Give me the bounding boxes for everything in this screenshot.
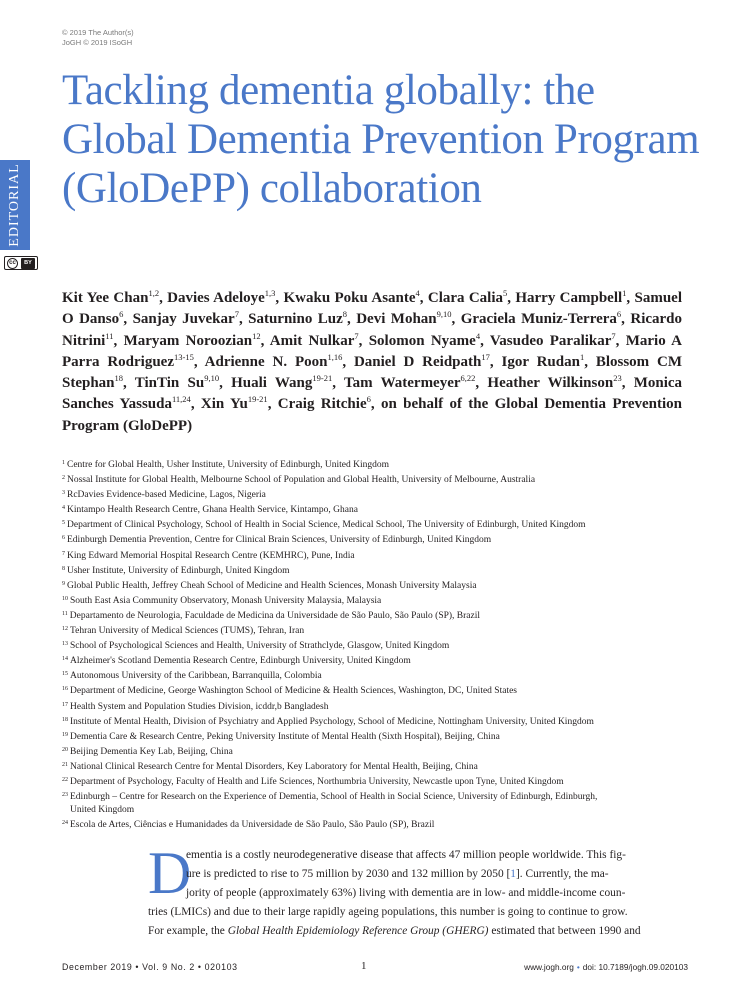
body-paragraph — [148, 840, 683, 941]
affiliation-item — [62, 563, 692, 578]
affiliation-text: Departamento de Neurologia, Faculdade de Medicina da Universidade de São Paulo, São Paulo (SP), Brazil — [69, 610, 481, 621]
copyright-line-journal: JoGH © 2019 ISoGH — [62, 37, 133, 47]
affiliation-item — [62, 638, 692, 653]
affiliation-number: 1 — [62, 460, 65, 466]
author — [269, 330, 359, 349]
affiliation-text: Dementia Care & Research Centre, Peking University Institute of Mental Health (Sixth Hospital), Beijing, China — [70, 731, 500, 742]
affiliation-number: 3 — [62, 490, 65, 497]
affiliation-item — [62, 623, 692, 638]
footer-links — [524, 962, 688, 972]
drop-cap: D — [148, 840, 192, 906]
affiliation-text: South East Asia Community Observatory, Monash University Malaysia, Malaysia — [70, 595, 382, 606]
affiliation-item — [62, 608, 692, 623]
creative-commons-icon: cc — [7, 258, 18, 269]
body-text-run: ure is predicted to rise to 75 million by 2030 and 132 million by 2050 [ — [186, 868, 511, 881]
author — [487, 375, 621, 391]
author-name: Devi Mohan — [356, 311, 437, 328]
affiliation-number: 13 — [62, 641, 68, 648]
body-text-run: Global Health Epidemiology Reference Group (GHERG) — [227, 925, 489, 938]
affiliation-number: 11 — [62, 610, 68, 617]
author-name: Clara Calia — [427, 290, 504, 306]
author-affiliation-ref: 9,10 — [436, 309, 452, 320]
affiliation-item — [62, 472, 692, 487]
affiliation-number: 16 — [62, 686, 68, 693]
author-name: Tam Watermeyer — [343, 375, 461, 392]
reference-link[interactable]: 1 — [510, 868, 516, 881]
author — [135, 375, 219, 391]
copyright-notice — [62, 28, 134, 47]
affiliation-item — [62, 502, 692, 517]
affiliation-text: Beijing Dementia Key Lab, Beijing, China — [70, 746, 233, 757]
author-name: Kit Yee Chan — [62, 290, 149, 306]
author-name: Monica Sanches Yassuda — [62, 375, 683, 413]
author-affiliation-ref: 6 — [119, 309, 124, 320]
section-tab-label: EDITORIAL — [7, 163, 22, 247]
affiliation-text: Edinburgh – Centre for Research on the Experience of Dementia, School of Health in Social Science, University of Edinburgh, Edinburgh, — [70, 792, 598, 803]
author-affiliation-ref: 4 — [475, 330, 481, 341]
affiliation-text: RcDavies Evidence-based Medicine, Lagos, Nigeria — [67, 490, 266, 501]
author-affiliation-ref: 7 — [234, 309, 239, 320]
author-name: Adrienne N. Poon — [204, 353, 328, 370]
affiliation-number: 22 — [62, 776, 68, 783]
author-affiliation-ref: 5 — [503, 288, 508, 298]
author — [231, 375, 332, 391]
affiliation-item — [62, 668, 692, 683]
author-name: Craig Ritchie — [277, 396, 367, 413]
author — [133, 311, 239, 327]
author — [489, 330, 616, 349]
body-line — [148, 846, 683, 865]
affiliation-item — [62, 817, 692, 832]
affiliation-text: Centre for Global Health, Usher Institute, University of Edinburgh, United Kingdom — [67, 460, 389, 470]
affiliation-number: 4 — [62, 505, 65, 512]
affiliation-number: 8 — [62, 565, 65, 572]
affiliation-continuation: United Kingdom — [70, 805, 135, 816]
author — [368, 330, 481, 349]
body-line — [148, 922, 683, 941]
body-line — [148, 903, 683, 922]
author-name: Amit Nulkar — [269, 332, 355, 349]
author-name: Xin Yu — [200, 396, 248, 413]
author — [62, 290, 159, 306]
affiliation-text: Escola de Artes, Ciências e Humanidades da Universidade de São Paulo, São Paulo (SP), Brazil — [70, 820, 435, 831]
affiliation-text: Edinburgh Dementia Prevention, Centre for Clinical Brain Sciences, University of Edinburgh, United Kingdom — [67, 535, 492, 546]
affiliation-item — [62, 759, 692, 774]
author-name: Saturnino Luz — [248, 311, 343, 328]
affiliation-text: Department of Medicine, George Washington School of Medicine & Health Sciences, Washington, DC, United States — [70, 686, 517, 697]
attribution-icon: BY — [21, 258, 35, 269]
author-affiliation-ref: 1,16 — [327, 351, 343, 362]
affiliation-number: 5 — [62, 520, 65, 527]
affiliation-text: Tehran University of Medical Sciences (TUMS), Tehran, Iran — [70, 626, 305, 637]
section-tab — [0, 160, 30, 250]
article-title: Tackling dementia globally: the Global Dementia Prevention Program (GloDePP) collaboration — [62, 67, 700, 212]
author-affiliation-ref: 8 — [342, 309, 348, 320]
author — [344, 375, 475, 391]
affiliation-text: Kintampo Health Research Centre, Ghana Health Service, Kintampo, Ghana — [67, 505, 358, 516]
author-affiliation-ref: 6 — [616, 309, 622, 320]
affiliation-number: 18 — [62, 716, 68, 723]
author-affiliation-ref: 6 — [366, 394, 371, 405]
affiliation-number: 10 — [62, 595, 68, 602]
cc-license-badge[interactable] — [4, 256, 38, 270]
affiliation-item — [62, 774, 692, 789]
affiliation-text: Nossal Institute for Global Health, Melbourne School of Population and Global Health, University of Melbourne, Australia — [67, 475, 536, 486]
affiliation-number: 23 — [62, 792, 68, 799]
affiliation-number: 24 — [62, 820, 68, 827]
affiliation-number: 20 — [62, 746, 68, 753]
author-list: Kit Yee Chan$^{1,2}$, Davies Adeloye$^{1,3}$, Kwaku Poku Asante$^4$, Clara Calia$^5$, Harry Campbell$^1$, Samuel O Danso$^6$, Sanjay Juvekar$^7$, Saturnino Luz$^8$, Devi Mohan$^{9,10}$, Graciela Muniz-Terrera$^6$, Ricardo Nitrini$^{11}$, Maryam Noroozian$^{12}$, Amit Nulkar$^7$, Solomon Nyame$^4$, Vasudeo Paralikar$^7$, Mario A Parra Rodriguez$^{13-15}$, Adrienne N. Poon$^{1,16}$, Daniel D Reidpath$^{17}$, Igor Rudan$^1$, Blossom CM Stephan$^{18}$, TinTin Su$^{9,10}$, Huali Wang$^{19-21}$, Tam Watermeyer$^{6,22}$, Heather Wilkinson$^{23}$, Monica Sanches Yassuda$^{11,24}$, Xin Yu$^{19-21}$, Craig Ritchie$^6$, on behalf of the Global Dementia Prevention Program (GloDePP) — [62, 288, 683, 434]
affiliation-item — [62, 487, 692, 502]
author-affiliation-ref: 7 — [354, 330, 359, 341]
author-name: Graciela Muniz-Terrera — [460, 311, 617, 328]
body-line — [148, 884, 683, 903]
author-name: Sanjay Juvekar — [132, 311, 235, 328]
page-number: 1 — [361, 960, 367, 972]
copyright-line-authors: © 2019 The Author(s) — [62, 28, 134, 37]
author — [167, 290, 275, 306]
affiliation-text: Department of Psychology, Faculty of Health and Life Sciences, Northumbria University, Newcastle upon Tyne, United Kingdom — [70, 776, 564, 787]
author-group-note: on behalf of the Global Dementia Prevention Program (GloDePP) — [62, 396, 683, 434]
author-affiliation-ref: 4 — [415, 288, 420, 298]
affiliation-number: 9 — [62, 580, 65, 587]
affiliation-text: King Edward Memorial Hospital Research Centre (KEMHRC), Pune, India — [67, 550, 355, 561]
author-name: Mario A Parra Rodriguez — [62, 332, 682, 370]
author-name: Samuel O Danso — [62, 290, 683, 328]
affiliation-text: School of Psychological Sciences and Health, University of Strathclyde, Glasgow, United Kingdom — [70, 641, 450, 652]
affiliation-text: Global Public Health, Jeffrey Cheah School of Medicine and Health Sciences, Monash University Malaysia — [67, 580, 477, 591]
author-affiliation-ref: 12 — [252, 330, 261, 341]
body-text-run: ementia is a costly neurodegenerative disease that affects 47 million people worldwide. This fig- — [186, 849, 626, 861]
affiliation-list — [62, 457, 692, 832]
journal-site-link[interactable]: www.jogh.org — [524, 962, 574, 972]
author-affiliation-ref: 19-21 — [312, 373, 333, 384]
author-affiliation-ref: 1,3 — [264, 288, 276, 298]
author-name: Heather Wilkinson — [487, 375, 614, 392]
author-affiliation-ref: 1,2 — [148, 288, 160, 298]
affiliation-item — [62, 457, 692, 472]
author-affiliation-ref: 7 — [611, 330, 616, 341]
author — [201, 396, 268, 412]
author-name: Daniel D Reidpath — [353, 353, 482, 370]
affiliation-number: 15 — [62, 671, 68, 678]
affiliation-text: Department of Clinical Psychology, School of Health in Social Science, Medical School, The University of Edinburgh, United Kingdom — [67, 520, 586, 531]
affiliation-text: National Clinical Research Centre for Mental Disorders, Key Laboratory for Mental Health, Beijing, China — [70, 761, 478, 772]
affiliation-item — [62, 578, 692, 593]
author — [501, 351, 585, 370]
author — [123, 330, 261, 349]
author-name: Vasudeo Paralikar — [489, 332, 612, 349]
affiliation-number: 17 — [62, 701, 68, 708]
author-affiliation-ref: 6,22 — [460, 373, 476, 384]
doi-link[interactable]: doi: 10.7189/jogh.09.020103 — [582, 962, 688, 972]
author-name: Kwaku Poku Asante — [283, 290, 416, 306]
affiliation-item — [62, 699, 692, 714]
author-name: Ricardo Nitrini — [62, 311, 683, 349]
body-text-run: jority of people (approximately 63%) living with dementia are in low- and middle-income coun- — [186, 887, 626, 900]
author — [204, 351, 343, 370]
author-affiliation-ref: 23 — [613, 373, 622, 384]
author — [278, 396, 371, 412]
author-name: Igor Rudan — [501, 353, 580, 370]
body-line — [148, 865, 683, 884]
author-affiliation-ref: 11 — [105, 330, 114, 341]
author-name: TinTin Su — [134, 375, 205, 392]
author-affiliation-ref: 13-15 — [174, 351, 194, 362]
affiliation-text: Institute of Mental Health, Division of Psychiatry and Applied Psychology, School of Medicine, Nottingham University, United Kingdom — [70, 716, 594, 727]
affiliation-item — [62, 683, 692, 698]
author-name: Huali Wang — [231, 375, 313, 392]
author — [515, 290, 626, 306]
author-name: Maryam Noroozian — [123, 332, 253, 349]
body-text-run: estimated that between 1990 and — [488, 925, 641, 938]
author-affiliation-ref: 11,24 — [172, 394, 191, 405]
affiliation-item — [62, 729, 692, 744]
footer-separator: • — [576, 962, 580, 972]
affiliation-item — [62, 517, 692, 532]
affiliation-number: 21 — [62, 761, 68, 768]
affiliation-text: Autonomous University of the Caribbean, Barranquilla, Colombia — [70, 671, 322, 682]
affiliation-item — [62, 548, 692, 563]
affiliation-number: 7 — [62, 550, 65, 557]
affiliation-item — [62, 714, 692, 729]
affiliation-number: 14 — [62, 656, 68, 663]
author-affiliation-ref: 17 — [481, 351, 490, 362]
author-affiliation-ref: 19-21 — [247, 394, 268, 405]
author-affiliation-ref: 1 — [579, 351, 585, 362]
affiliation-number: 12 — [62, 626, 68, 633]
author-name: Blossom CM Stephan — [62, 353, 683, 392]
author-name: Harry Campbell — [515, 290, 623, 306]
body-text-run: For example, the — [148, 925, 228, 938]
author — [284, 290, 420, 306]
affiliation-item — [62, 789, 692, 804]
author — [428, 290, 507, 306]
footer-issue: December 2019 • Vol. 9 No. 2 • 020103 — [62, 962, 238, 972]
affiliation-text: Usher Institute, University of Edinburgh, United Kingdom — [67, 565, 290, 576]
affiliation-item — [62, 744, 692, 759]
author-affiliation-ref: 18 — [114, 373, 124, 384]
affiliation-text: Health System and Population Studies Division, icddr,b Bangladesh — [70, 701, 329, 712]
affiliation-number: 19 — [62, 731, 68, 738]
author-name: Solomon Nyame — [368, 332, 476, 349]
affiliation-text: Alzheimer's Scotland Dementia Research Centre, Edinburgh University, United Kingdom — [70, 656, 411, 667]
affiliation-number: 2 — [62, 475, 65, 482]
affiliation-item — [62, 532, 692, 547]
body-text-run: tries (LMICs) and due to their large rapidly ageing populations, this number is going to continue to grow. — [148, 906, 628, 919]
affiliation-item — [62, 593, 692, 608]
author — [353, 351, 490, 370]
affiliation-item — [62, 653, 692, 668]
author-affiliation-ref: 1 — [622, 288, 627, 298]
author-name: Davies Adeloye — [167, 290, 265, 306]
body-text-run: ]. Currently, the ma- — [515, 868, 609, 881]
affiliation-number: 6 — [62, 535, 65, 542]
author — [461, 311, 621, 327]
author — [248, 311, 347, 327]
author — [356, 311, 451, 327]
author-affiliation-ref: 9,10 — [204, 373, 220, 384]
